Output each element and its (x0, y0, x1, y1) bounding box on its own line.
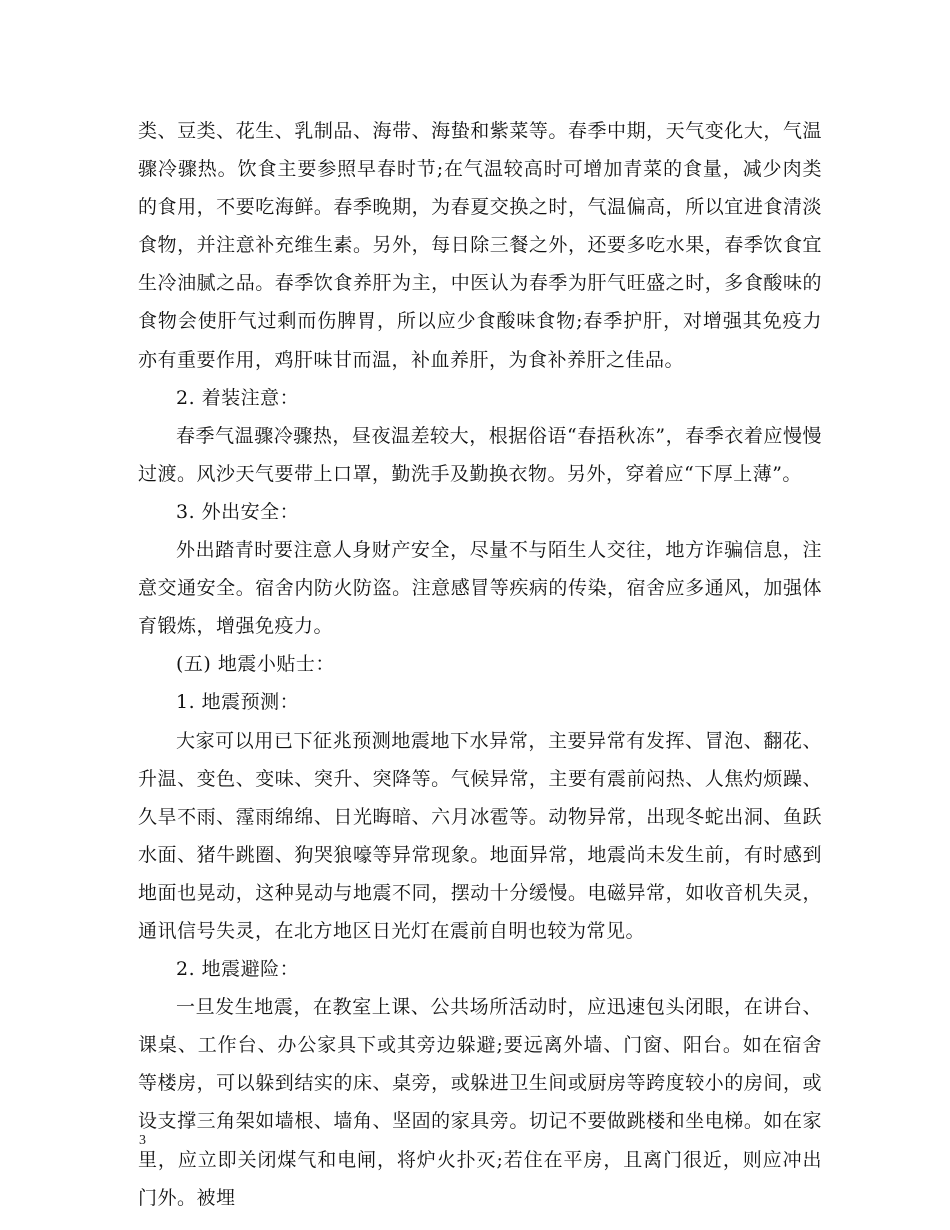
page-number: 3 (139, 1133, 146, 1148)
heading-earthquake-avoidance: 2. 地震避险： (176, 958, 300, 981)
paragraph-diet-continued: 类、豆类、花生、乳制品、海带、海蛰和紫菜等。春季中期，天气变化大，气温骤冷骤热。饮食主要参照早春时节;在气温较高时可增加青菜的食量，减少肉类的食用，不要吃海鲜。春季晚期，为春夏交换之时，气温偏高，所以宜进食清淡食物，并注意补充维生素。另外，每日除三餐之外，还要多吃水果，春季饮食宜生冷油腻之品。春季饮食养肝为主，中医认为春季为肝气旺盛之时，多食酸味的食物会使肝气过剩而伤脾胃，所以应少食酸味食物;春季护肝，对增强其免疫力亦有重要作用，鸡肝味甘而温，补血养肝，为食补养肝之佳品。 (138, 120, 822, 371)
heading-outing-safety: 3. 外出安全： (176, 500, 300, 523)
paragraph-earthquake-prediction: 大家可以用已下征兆预测地震地下水异常，主要异常有发挥、冒泡、翻花、升温、变色、变味、突升、突降等。气候异常，主要有震前闷热、人焦灼烦躁、久旱不雨、霪雨绵绵、日光晦暗、六月冰雹等。动物异常，出现冬蛇出洞、鱼跃水面、猪牛跳圈、狗哭狼嚎等异常现象。地面异常，地震尚未发生前，有时感到地面也晃动，这种晃动与地震不同，摆动十分缓慢。电磁异常，如收音机失灵，通讯信号失灵，在北方地区日光灯在震前自明也较为常见。 (138, 729, 822, 942)
heading-clothing: 2. 着装注意： (176, 386, 300, 409)
paragraph-earthquake-avoidance: 一旦发生地震，在教室上课、公共场所活动时，应迅速包头闭眼，在讲台、课桌、工作台、办公家具下或其旁边躲避;要远离外墙、门窗、阳台。如在宿舍等楼房，可以躲到结实的床、桌旁，或躲进卫生间或厨房等跨度较小的房间，或设支撑三角架如墙根、墙角、坚固的家具旁。切记不要做跳楼和坐电梯。如在家里，应立即关闭煤气和电闸，将炉火扑灭;若住在平房，且离门很近，则应冲出门外。被埋 (138, 996, 822, 1209)
document-page (138, 112, 822, 1217)
heading-earthquake-tips: (五) 地震小贴士： (176, 653, 335, 676)
paragraph-outing-safety: 外出踏青时要注意人身财产安全，尽量不与陌生人交往，地方诈骗信息，注意交通安全。宿舍内防火防盗。注意感冒等疾病的传染，宿舍应多通风，加强体育锻炼，增强免疫力。 (138, 539, 822, 638)
paragraph-clothing: 春季气温骤冷骤热，昼夜温差较大，根据俗语“春捂秋冻”，春季衣着应慢慢过渡。风沙天气要带上口罩，勤洗手及勤换衣物。另外，穿着应“下厚上薄”。 (138, 424, 822, 485)
heading-earthquake-prediction: 1. 地震预测： (176, 691, 300, 714)
